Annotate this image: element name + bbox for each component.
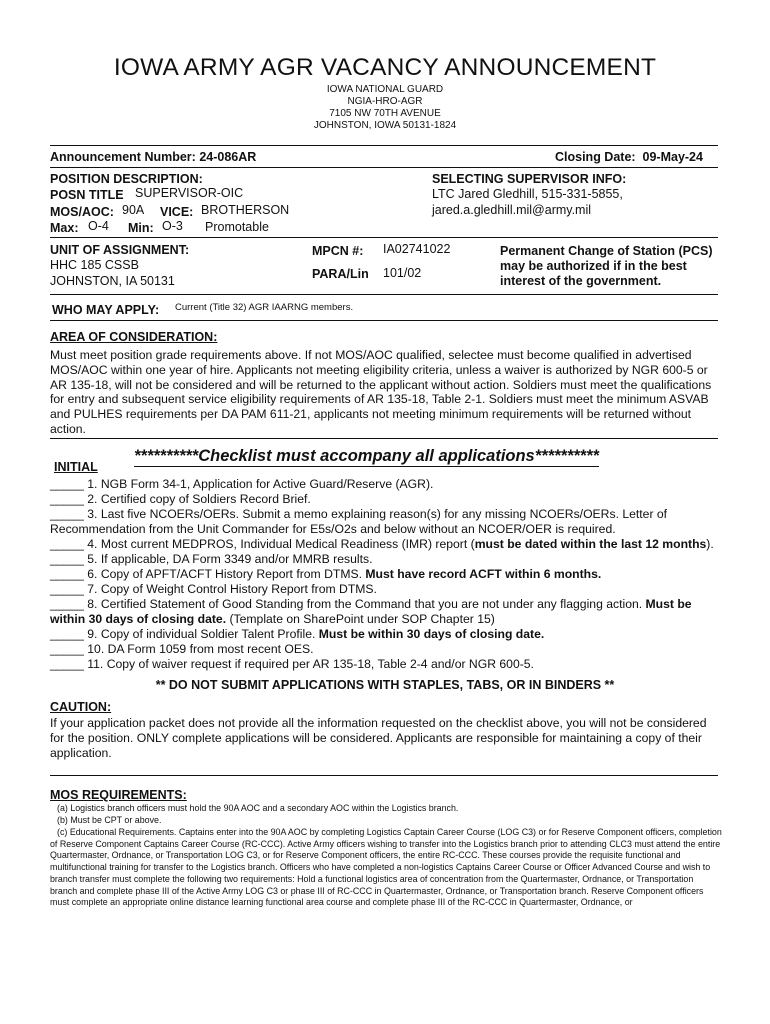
announcement-number: 24-086AR (199, 150, 257, 164)
checklist-item-5: _____ 5. If applicable, DA Form 3349 and/or MMRB results. (50, 552, 373, 566)
consideration-text: Must meet position grade requirements above. If not MOS/AOC qualified, selectee must become qualified in advertised MOS/AOC within one year of hire. Applicants not meeting eligibility criteria, unless a waiver is authorized by NGR 600-5 or AR 135-18, will not be considered and will be returned to the applicant without action. Soldiers must meet the qualifications for entry and subsequent service eligibility requirements of AR 135-18, Table 2-1. Soldiers must meet the minimum ASVAB and PULHES requirements per DA PAM 611-21, applicants not meeting minimum requirements will be returned without action. (50, 348, 712, 436)
org-office: NGIA-HRO-AGR (347, 96, 423, 107)
promotable: Promotable (205, 220, 269, 234)
posn-title: SUPERVISOR-OIC (135, 186, 244, 200)
checklist-item-2: _____ 2. Certified copy of Soldiers Record Brief. (50, 492, 311, 506)
caution-heading: CAUTION: (50, 700, 112, 714)
min-label: Min: (128, 221, 154, 235)
checklist-item-6 (50, 567, 601, 581)
checklist-item-4 (50, 537, 714, 551)
supervisor-email: jared.a.gledhill.mil@army.mil (432, 203, 592, 217)
checklist-item-4-emphasis: must be dated within the last 12 months (474, 537, 707, 551)
pcs-line-2: may be authorized if in the best (500, 259, 687, 273)
checklist-item-4-end: ). (706, 537, 714, 551)
checklist-item-8-emphasis-cont: within 30 days of closing date. (50, 612, 227, 626)
paralin-value: 101/02 (383, 266, 422, 280)
consideration-heading: AREA OF CONSIDERATION: (50, 330, 218, 344)
mpcn-value: IA02741022 (383, 242, 451, 256)
checklist-item-8-end: (Template on SharePoint under SOP Chapter 15) (226, 612, 495, 626)
min-value: O-3 (162, 219, 183, 233)
mpcn-label: MPCN #: (312, 244, 364, 258)
checklist-item-10: _____ 10. DA Form 1059 from most recent OES. (50, 642, 314, 656)
announcement-number-row (50, 150, 256, 164)
divider (50, 237, 718, 238)
checklist-item-9 (50, 627, 544, 641)
max-label: Max: (50, 221, 79, 235)
paralin-label: PARA/Lin (312, 267, 369, 281)
supervisor-heading: SELECTING SUPERVISOR INFO: (432, 172, 627, 186)
divider (50, 145, 718, 146)
checklist-item-1: _____ 1. NGB Form 34-1, Application for Active Guard/Reserve (AGR). (50, 477, 434, 491)
checklist-heading: **********Checklist must accompany all applications********** (134, 447, 599, 465)
mos-requirement-c: (c) Educational Requirements. Captains enter into the 90A AOC by completing Logistics Captain Career Course (LOG C3) or for Reserve Component officers, completion of Reserve Component Captains Career Course (RC-CCC). Active Army officers wishing to transfer into the Logistics branch prior to attending CLC3 must attend the entire Quartermaster, Ordnance, or Transportation LOG C3, or for Reserve Component officers, the entire RC-CCC. These courses provide the requisite functional and multifunctional training for transfer to the Logistics branch. Officers who have completed a non-logistics Captains Career Course or Officer Advanced Course and wish to branch transfer must complete the following two requirements: Hold a functional logistics area of concentration from the Quartermaster, Ordnance, or Transportation branch and complete phase III of the Active Army LOG C3 or phase III of RC-CCC in Quartermaster, Ordnance, or Transportation branch. Reserve Component officers must complete an appropriate online distance learning functional area course and complete phase III of the RC-CCC in Quartermaster, Ordnance, or (50, 827, 722, 908)
checklist-item-8-cont (50, 612, 495, 626)
unit-location: JOHNSTON, IA 50131 (50, 274, 175, 288)
unit-heading: UNIT OF ASSIGNMENT: (50, 243, 190, 257)
page-title: IOWA ARMY AGR VACANCY ANNOUNCEMENT (113, 54, 657, 81)
closing-date-label: Closing Date: (555, 150, 636, 164)
mos-requirements-heading: MOS REQUIREMENTS: (50, 788, 187, 802)
announcement-number-label: Announcement Number: (50, 150, 196, 164)
supervisor-name-phone: LTC Jared Gledhill, 515-331-5855, (432, 187, 623, 201)
who-may-apply-value: Current (Title 32) AGR IAARNG members. (175, 302, 354, 313)
unit-name: HHC 185 CSSB (50, 258, 139, 272)
checklist-item-7: _____ 7. Copy of Weight Control History Report from DTMS. (50, 582, 377, 596)
pcs-line-1: Permanent Change of Station (PCS) (500, 244, 713, 258)
caution-text: If your application packet does not provide all the information requested on the checklist above, you will not be considered for the position. ONLY complete applications will be considered. Applicants are responsible for maintaining a copy of their application. (50, 716, 707, 760)
position-heading: POSITION DESCRIPTION: (50, 172, 203, 186)
checklist-item-8-text: _____ 8. Certified Statement of Good Standing from the Command that you are not under any flagging action. (50, 597, 646, 611)
checklist-item-3-cont: Recommendation from the Unit Commander for E5s/O2s and below without an NCOER/OER is required. (50, 522, 616, 536)
checklist-item-8-emphasis: Must be (645, 597, 692, 611)
closing-date: 09-May-24 (642, 150, 703, 164)
divider (50, 167, 718, 168)
initial-label: INITIAL (54, 460, 98, 474)
checklist-item-4-text: _____ 4. Most current MEDPROS, Individual Medical Readiness (IMR) report ( (50, 537, 475, 551)
max-value: O-4 (88, 219, 109, 233)
org-city: JOHNSTON, IOWA 50131-1824 (313, 120, 457, 131)
checklist-item-6-emphasis: Must have record ACFT within 6 months. (365, 567, 602, 581)
checklist-item-6-text: _____ 6. Copy of APFT/ACFT History Report from DTMS. (50, 567, 366, 581)
mos-requirement-b: (b) Must be CPT or above. (57, 815, 162, 825)
staples-notice: ** DO NOT SUBMIT APPLICATIONS WITH STAPLES, TABS, OR IN BINDERS ** (155, 678, 615, 692)
mos-value: 90A (122, 203, 145, 217)
who-may-apply-label: WHO MAY APPLY: (52, 303, 160, 317)
vice-value: BROTHERSON (201, 203, 290, 217)
divider (50, 320, 718, 321)
closing-date-row (555, 150, 703, 164)
pcs-line-3: interest of the government. (500, 274, 662, 288)
org-name: IOWA NATIONAL GUARD (326, 84, 444, 95)
checklist-item-3: _____ 3. Last five NCOERs/OERs. Submit a memo explaining reason(s) for any missing NCOERs/OERs. Letter of (50, 507, 668, 521)
checklist-item-8 (50, 597, 692, 611)
org-street: 7105 NW 70TH AVENUE (329, 108, 441, 119)
divider (50, 438, 718, 439)
mos-requirement-a: (a) Logistics branch officers must hold the 90A AOC and a secondary AOC within the Logistics branch. (57, 803, 459, 813)
checklist-item-11: _____ 11. Copy of waiver request if required per AR 135-18, Table 2-4 and/or NGR 600-5. (50, 657, 534, 671)
checklist-item-9-emphasis: Must be within 30 days of closing date. (318, 627, 545, 641)
checklist-item-9-text: _____ 9. Copy of individual Soldier Talent Profile. (50, 627, 319, 641)
divider (50, 294, 718, 295)
vice-label: VICE: (160, 205, 194, 219)
mos-label: MOS/AOC: (50, 205, 114, 219)
divider (50, 775, 718, 776)
posn-title-label: POSN TITLE (50, 188, 124, 202)
